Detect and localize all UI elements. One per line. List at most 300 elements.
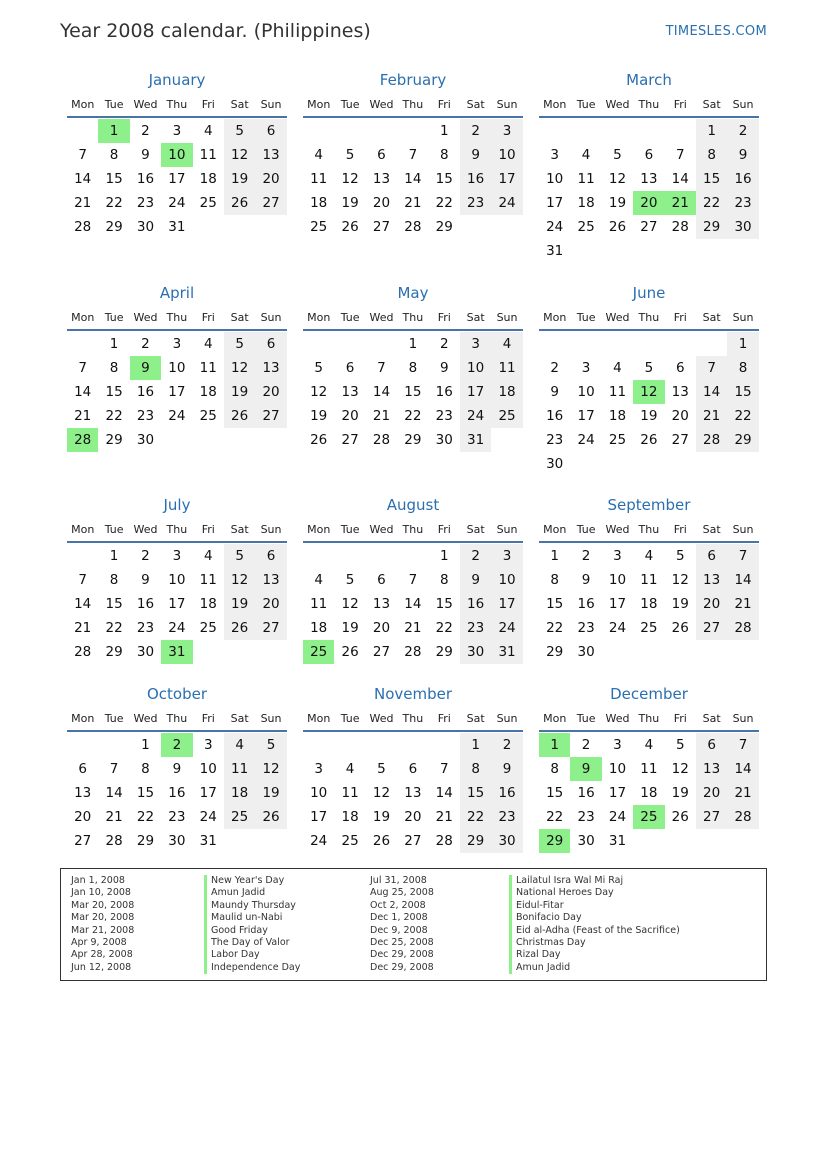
day-cell[interactable]: 26: [671, 809, 689, 825]
day-cell[interactable]: 21: [696, 404, 727, 428]
day-cell[interactable]: 11: [199, 360, 217, 376]
day-cell[interactable]: 26: [255, 805, 286, 829]
day-cell[interactable]: 20: [74, 809, 92, 825]
day-cell[interactable]: 27: [696, 805, 727, 829]
day-cell[interactable]: 21: [435, 809, 453, 825]
day-cell[interactable]: 30: [136, 219, 155, 235]
day-cell[interactable]: 5: [675, 737, 685, 753]
day-cell[interactable]: 29: [105, 644, 123, 660]
day-cell[interactable]: 15: [435, 596, 453, 612]
holiday-day-cell[interactable]: 28: [67, 428, 98, 452]
day-cell[interactable]: 21: [727, 592, 758, 616]
day-cell[interactable]: 22: [435, 620, 453, 636]
day-cell[interactable]: 20: [255, 380, 286, 404]
day-cell[interactable]: 23: [491, 805, 522, 829]
day-cell[interactable]: 5: [377, 761, 386, 777]
day-cell[interactable]: 6: [696, 733, 727, 757]
day-cell[interactable]: 3: [172, 123, 182, 139]
holiday-day-cell[interactable]: 25: [303, 640, 334, 664]
day-cell[interactable]: 12: [341, 596, 359, 612]
day-cell[interactable]: 30: [136, 432, 155, 448]
day-cell[interactable]: 15: [105, 171, 123, 187]
day-cell[interactable]: 16: [491, 781, 522, 805]
day-cell[interactable]: 19: [224, 167, 255, 191]
holiday-day-cell[interactable]: 2: [161, 733, 192, 757]
day-cell[interactable]: 20: [696, 781, 727, 805]
holiday-day-cell[interactable]: 21: [665, 191, 696, 215]
day-cell[interactable]: 8: [460, 757, 491, 781]
day-cell[interactable]: 5: [613, 147, 622, 163]
day-cell[interactable]: 24: [577, 432, 595, 448]
holiday-day-cell[interactable]: 10: [161, 143, 192, 167]
day-cell[interactable]: 4: [203, 548, 213, 564]
holiday-day-cell[interactable]: 9: [570, 757, 601, 781]
day-cell[interactable]: 14: [74, 171, 92, 187]
day-cell[interactable]: 22: [404, 408, 422, 424]
day-cell[interactable]: 13: [671, 384, 689, 400]
day-cell[interactable]: 4: [644, 548, 654, 564]
day-cell[interactable]: 10: [310, 785, 328, 801]
holiday-day-cell[interactable]: 9: [130, 356, 161, 380]
day-cell[interactable]: 5: [345, 147, 355, 163]
day-cell[interactable]: 13: [255, 568, 286, 592]
day-cell[interactable]: 13: [696, 568, 727, 592]
day-cell[interactable]: 29: [727, 428, 758, 452]
day-cell[interactable]: 19: [341, 620, 359, 636]
day-cell[interactable]: 25: [224, 805, 255, 829]
day-cell[interactable]: 25: [640, 620, 658, 636]
day-cell[interactable]: 8: [550, 572, 559, 588]
day-cell[interactable]: 12: [671, 761, 689, 777]
day-cell[interactable]: 9: [460, 143, 491, 167]
day-cell[interactable]: 11: [577, 171, 595, 187]
day-cell[interactable]: 26: [341, 219, 359, 235]
day-cell[interactable]: 3: [550, 147, 559, 163]
day-cell[interactable]: 17: [608, 596, 627, 612]
day-cell[interactable]: 4: [203, 336, 213, 352]
day-cell[interactable]: 24: [168, 195, 186, 211]
day-cell[interactable]: 28: [105, 833, 123, 849]
day-cell[interactable]: 7: [727, 544, 758, 568]
day-cell[interactable]: 29: [435, 219, 453, 235]
day-cell[interactable]: 4: [491, 332, 522, 356]
day-cell[interactable]: 4: [224, 733, 255, 757]
day-cell[interactable]: 20: [255, 592, 286, 616]
day-cell[interactable]: 28: [74, 644, 92, 660]
day-cell[interactable]: 12: [341, 171, 359, 187]
day-cell[interactable]: 23: [136, 408, 155, 424]
holiday-day-cell[interactable]: 1: [98, 119, 129, 143]
day-cell[interactable]: 10: [168, 360, 186, 376]
day-cell[interactable]: 11: [224, 757, 255, 781]
day-cell[interactable]: 18: [640, 596, 658, 612]
day-cell[interactable]: 15: [546, 785, 564, 801]
day-cell[interactable]: 7: [377, 360, 386, 376]
day-cell[interactable]: 21: [74, 620, 92, 636]
day-cell[interactable]: 17: [168, 384, 186, 400]
day-cell[interactable]: 16: [577, 785, 595, 801]
day-cell[interactable]: 9: [550, 384, 559, 400]
day-cell[interactable]: 18: [224, 781, 255, 805]
day-cell[interactable]: 27: [372, 219, 391, 235]
day-cell[interactable]: 14: [404, 171, 422, 187]
day-cell[interactable]: 2: [581, 737, 591, 753]
day-cell[interactable]: 30: [727, 215, 758, 239]
day-cell[interactable]: 14: [727, 757, 758, 781]
day-cell[interactable]: 30: [460, 640, 491, 664]
day-cell[interactable]: 18: [577, 195, 595, 211]
day-cell[interactable]: 9: [460, 568, 491, 592]
day-cell[interactable]: 17: [168, 596, 186, 612]
day-cell[interactable]: 15: [727, 380, 758, 404]
day-cell[interactable]: 1: [550, 548, 559, 564]
day-cell[interactable]: 25: [199, 620, 217, 636]
day-cell[interactable]: 7: [78, 360, 87, 376]
day-cell[interactable]: 5: [675, 548, 685, 564]
day-cell[interactable]: 6: [255, 332, 286, 356]
day-cell[interactable]: 4: [314, 572, 323, 588]
day-cell[interactable]: 16: [435, 384, 453, 400]
day-cell[interactable]: 7: [727, 733, 758, 757]
day-cell[interactable]: 9: [141, 572, 150, 588]
day-cell[interactable]: 3: [581, 360, 591, 376]
day-cell[interactable]: 31: [199, 833, 217, 849]
day-cell[interactable]: 19: [372, 809, 391, 825]
day-cell[interactable]: 17: [310, 809, 328, 825]
day-cell[interactable]: 29: [136, 833, 155, 849]
day-cell[interactable]: 6: [255, 544, 286, 568]
day-cell[interactable]: 12: [224, 568, 255, 592]
day-cell[interactable]: 23: [136, 195, 155, 211]
day-cell[interactable]: 10: [199, 761, 217, 777]
day-cell[interactable]: 2: [460, 119, 491, 143]
day-cell[interactable]: 9: [491, 757, 522, 781]
day-cell[interactable]: 8: [141, 761, 150, 777]
day-cell[interactable]: 22: [136, 809, 155, 825]
day-cell[interactable]: 28: [74, 219, 92, 235]
day-cell[interactable]: 8: [408, 360, 418, 376]
day-cell[interactable]: 8: [109, 360, 119, 376]
day-cell[interactable]: 11: [310, 171, 328, 187]
day-cell[interactable]: 10: [546, 171, 564, 187]
day-cell[interactable]: 31: [491, 640, 522, 664]
day-cell[interactable]: 16: [727, 167, 758, 191]
day-cell[interactable]: 18: [310, 620, 328, 636]
day-cell[interactable]: 27: [404, 833, 422, 849]
day-cell[interactable]: 17: [491, 592, 522, 616]
day-cell[interactable]: 24: [608, 809, 627, 825]
day-cell[interactable]: 21: [727, 781, 758, 805]
day-cell[interactable]: 20: [255, 167, 286, 191]
day-cell[interactable]: 20: [372, 620, 391, 636]
holiday-day-cell[interactable]: 25: [633, 805, 664, 829]
day-cell[interactable]: 27: [255, 616, 286, 640]
day-cell[interactable]: 14: [404, 596, 422, 612]
day-cell[interactable]: 18: [199, 596, 217, 612]
day-cell[interactable]: 23: [727, 191, 758, 215]
day-cell[interactable]: 8: [109, 572, 119, 588]
day-cell[interactable]: 3: [203, 737, 213, 753]
day-cell[interactable]: 17: [608, 785, 627, 801]
day-cell[interactable]: 3: [491, 544, 522, 568]
day-cell[interactable]: 6: [377, 572, 386, 588]
day-cell[interactable]: 10: [491, 143, 522, 167]
day-cell[interactable]: 30: [546, 456, 564, 472]
day-cell[interactable]: 9: [141, 147, 150, 163]
day-cell[interactable]: 9: [727, 143, 758, 167]
day-cell[interactable]: 27: [372, 644, 391, 660]
day-cell[interactable]: 29: [696, 215, 727, 239]
day-cell[interactable]: 5: [314, 360, 323, 376]
day-cell[interactable]: 4: [203, 123, 213, 139]
day-cell[interactable]: 24: [608, 620, 627, 636]
day-cell[interactable]: 11: [640, 761, 658, 777]
day-cell[interactable]: 15: [460, 781, 491, 805]
day-cell[interactable]: 2: [727, 119, 758, 143]
day-cell[interactable]: 12: [372, 785, 391, 801]
day-cell[interactable]: 8: [109, 147, 119, 163]
day-cell[interactable]: 6: [255, 119, 286, 143]
day-cell[interactable]: 24: [491, 191, 522, 215]
day-cell[interactable]: 30: [577, 833, 595, 849]
day-cell[interactable]: 12: [671, 572, 689, 588]
day-cell[interactable]: 7: [78, 147, 87, 163]
day-cell[interactable]: 19: [310, 408, 328, 424]
day-cell[interactable]: 7: [675, 147, 685, 163]
day-cell[interactable]: 7: [696, 356, 727, 380]
day-cell[interactable]: 14: [671, 171, 689, 187]
day-cell[interactable]: 12: [310, 384, 328, 400]
day-cell[interactable]: 8: [696, 143, 727, 167]
day-cell[interactable]: 30: [136, 644, 155, 660]
day-cell[interactable]: 21: [74, 408, 92, 424]
day-cell[interactable]: 18: [310, 195, 328, 211]
day-cell[interactable]: 9: [439, 360, 449, 376]
day-cell[interactable]: 22: [105, 620, 123, 636]
day-cell[interactable]: 4: [345, 761, 355, 777]
day-cell[interactable]: 21: [105, 809, 123, 825]
day-cell[interactable]: 14: [696, 380, 727, 404]
day-cell[interactable]: 18: [491, 380, 522, 404]
day-cell[interactable]: 17: [577, 408, 595, 424]
day-cell[interactable]: 22: [105, 408, 123, 424]
day-cell[interactable]: 10: [168, 572, 186, 588]
holiday-day-cell[interactable]: 1: [539, 733, 570, 757]
day-cell[interactable]: 26: [671, 620, 689, 636]
day-cell[interactable]: 18: [341, 809, 359, 825]
day-cell[interactable]: 19: [671, 785, 689, 801]
day-cell[interactable]: 19: [255, 781, 286, 805]
day-cell[interactable]: 25: [491, 404, 522, 428]
day-cell[interactable]: 26: [640, 432, 658, 448]
day-cell[interactable]: 4: [581, 147, 591, 163]
day-cell[interactable]: 7: [408, 147, 418, 163]
day-cell[interactable]: 15: [105, 596, 123, 612]
day-cell[interactable]: 30: [491, 829, 522, 853]
day-cell[interactable]: 26: [224, 191, 255, 215]
day-cell[interactable]: 25: [577, 219, 595, 235]
day-cell[interactable]: 10: [577, 384, 595, 400]
day-cell[interactable]: 19: [608, 195, 627, 211]
day-cell[interactable]: 13: [404, 785, 422, 801]
day-cell[interactable]: 18: [199, 384, 217, 400]
day-cell[interactable]: 3: [172, 548, 182, 564]
day-cell[interactable]: 19: [640, 408, 658, 424]
day-cell[interactable]: 28: [435, 833, 453, 849]
day-cell[interactable]: 28: [671, 219, 689, 235]
day-cell[interactable]: 29: [105, 219, 123, 235]
day-cell[interactable]: 7: [109, 761, 119, 777]
day-cell[interactable]: 6: [377, 147, 386, 163]
day-cell[interactable]: 23: [546, 432, 564, 448]
day-cell[interactable]: 28: [727, 616, 758, 640]
day-cell[interactable]: 6: [345, 360, 355, 376]
day-cell[interactable]: 5: [224, 332, 255, 356]
day-cell[interactable]: 16: [136, 384, 155, 400]
day-cell[interactable]: 30: [168, 833, 186, 849]
day-cell[interactable]: 14: [727, 568, 758, 592]
day-cell[interactable]: 5: [345, 572, 355, 588]
day-cell[interactable]: 9: [581, 572, 591, 588]
day-cell[interactable]: 29: [404, 432, 422, 448]
day-cell[interactable]: 16: [460, 167, 491, 191]
day-cell[interactable]: 3: [314, 761, 323, 777]
day-cell[interactable]: 12: [224, 356, 255, 380]
day-cell[interactable]: 24: [546, 219, 564, 235]
day-cell[interactable]: 26: [310, 432, 328, 448]
day-cell[interactable]: 14: [105, 785, 123, 801]
day-cell[interactable]: 23: [577, 809, 595, 825]
day-cell[interactable]: 22: [696, 191, 727, 215]
day-cell[interactable]: 13: [74, 785, 92, 801]
day-cell[interactable]: 13: [255, 143, 286, 167]
day-cell[interactable]: 23: [577, 620, 595, 636]
day-cell[interactable]: 24: [168, 408, 186, 424]
day-cell[interactable]: 29: [105, 432, 123, 448]
day-cell[interactable]: 1: [460, 733, 491, 757]
day-cell[interactable]: 14: [74, 596, 92, 612]
day-cell[interactable]: 23: [136, 620, 155, 636]
day-cell[interactable]: 11: [199, 147, 217, 163]
day-cell[interactable]: 3: [613, 548, 622, 564]
day-cell[interactable]: 20: [341, 408, 359, 424]
day-cell[interactable]: 28: [404, 219, 422, 235]
day-cell[interactable]: 31: [608, 833, 627, 849]
day-cell[interactable]: 25: [341, 833, 359, 849]
day-cell[interactable]: 20: [671, 408, 689, 424]
day-cell[interactable]: 24: [460, 404, 491, 428]
day-cell[interactable]: 10: [460, 356, 491, 380]
day-cell[interactable]: 16: [136, 596, 155, 612]
day-cell[interactable]: 13: [696, 757, 727, 781]
day-cell[interactable]: 19: [341, 195, 359, 211]
day-cell[interactable]: 25: [310, 219, 328, 235]
day-cell[interactable]: 27: [696, 616, 727, 640]
day-cell[interactable]: 20: [696, 592, 727, 616]
day-cell[interactable]: 2: [581, 548, 591, 564]
day-cell[interactable]: 11: [640, 572, 658, 588]
day-cell[interactable]: 1: [141, 737, 150, 753]
day-cell[interactable]: 24: [491, 616, 522, 640]
day-cell[interactable]: 16: [460, 592, 491, 616]
day-cell[interactable]: 27: [341, 432, 359, 448]
day-cell[interactable]: 24: [199, 809, 217, 825]
day-cell[interactable]: 13: [372, 596, 391, 612]
day-cell[interactable]: 22: [727, 404, 758, 428]
day-cell[interactable]: 2: [460, 544, 491, 568]
day-cell[interactable]: 28: [372, 432, 391, 448]
day-cell[interactable]: 17: [168, 171, 186, 187]
day-cell[interactable]: 5: [644, 360, 654, 376]
day-cell[interactable]: 24: [168, 620, 186, 636]
day-cell[interactable]: 21: [74, 195, 92, 211]
day-cell[interactable]: 25: [199, 195, 217, 211]
day-cell[interactable]: 8: [550, 761, 559, 777]
day-cell[interactable]: 5: [224, 544, 255, 568]
day-cell[interactable]: 1: [696, 119, 727, 143]
day-cell[interactable]: 11: [608, 384, 627, 400]
day-cell[interactable]: 26: [224, 616, 255, 640]
day-cell[interactable]: 13: [372, 171, 391, 187]
day-cell[interactable]: 24: [310, 833, 328, 849]
day-cell[interactable]: 1: [109, 548, 119, 564]
day-cell[interactable]: 15: [105, 384, 123, 400]
day-cell[interactable]: 26: [224, 404, 255, 428]
day-cell[interactable]: 1: [439, 548, 449, 564]
day-cell[interactable]: 7: [78, 572, 87, 588]
day-cell[interactable]: 31: [460, 428, 491, 452]
day-cell[interactable]: 29: [460, 829, 491, 853]
day-cell[interactable]: 25: [608, 432, 627, 448]
day-cell[interactable]: 2: [141, 336, 150, 352]
day-cell[interactable]: 23: [460, 191, 491, 215]
day-cell[interactable]: 31: [546, 243, 564, 259]
day-cell[interactable]: 11: [199, 572, 217, 588]
day-cell[interactable]: 14: [74, 384, 92, 400]
day-cell[interactable]: 19: [224, 592, 255, 616]
day-cell[interactable]: 7: [439, 761, 449, 777]
day-cell[interactable]: 27: [671, 432, 689, 448]
day-cell[interactable]: 15: [696, 167, 727, 191]
day-cell[interactable]: 11: [491, 356, 522, 380]
day-cell[interactable]: 22: [435, 195, 453, 211]
day-cell[interactable]: 2: [550, 360, 559, 376]
day-cell[interactable]: 8: [727, 356, 758, 380]
day-cell[interactable]: 22: [105, 195, 123, 211]
day-cell[interactable]: 20: [404, 809, 422, 825]
day-cell[interactable]: 17: [546, 195, 564, 211]
day-cell[interactable]: 26: [608, 219, 627, 235]
day-cell[interactable]: 18: [199, 171, 217, 187]
day-cell[interactable]: 23: [168, 809, 186, 825]
day-cell[interactable]: 12: [608, 171, 627, 187]
day-cell[interactable]: 17: [460, 380, 491, 404]
day-cell[interactable]: 6: [78, 761, 87, 777]
day-cell[interactable]: 27: [640, 219, 658, 235]
day-cell[interactable]: 25: [199, 408, 217, 424]
day-cell[interactable]: 16: [136, 171, 155, 187]
day-cell[interactable]: 16: [546, 408, 564, 424]
day-cell[interactable]: 3: [491, 119, 522, 143]
day-cell[interactable]: 3: [460, 332, 491, 356]
day-cell[interactable]: 29: [546, 644, 564, 660]
day-cell[interactable]: 5: [255, 733, 286, 757]
day-cell[interactable]: 6: [644, 147, 654, 163]
day-cell[interactable]: 19: [671, 596, 689, 612]
day-cell[interactable]: 5: [224, 119, 255, 143]
day-cell[interactable]: 1: [727, 332, 758, 356]
day-cell[interactable]: 16: [168, 785, 186, 801]
